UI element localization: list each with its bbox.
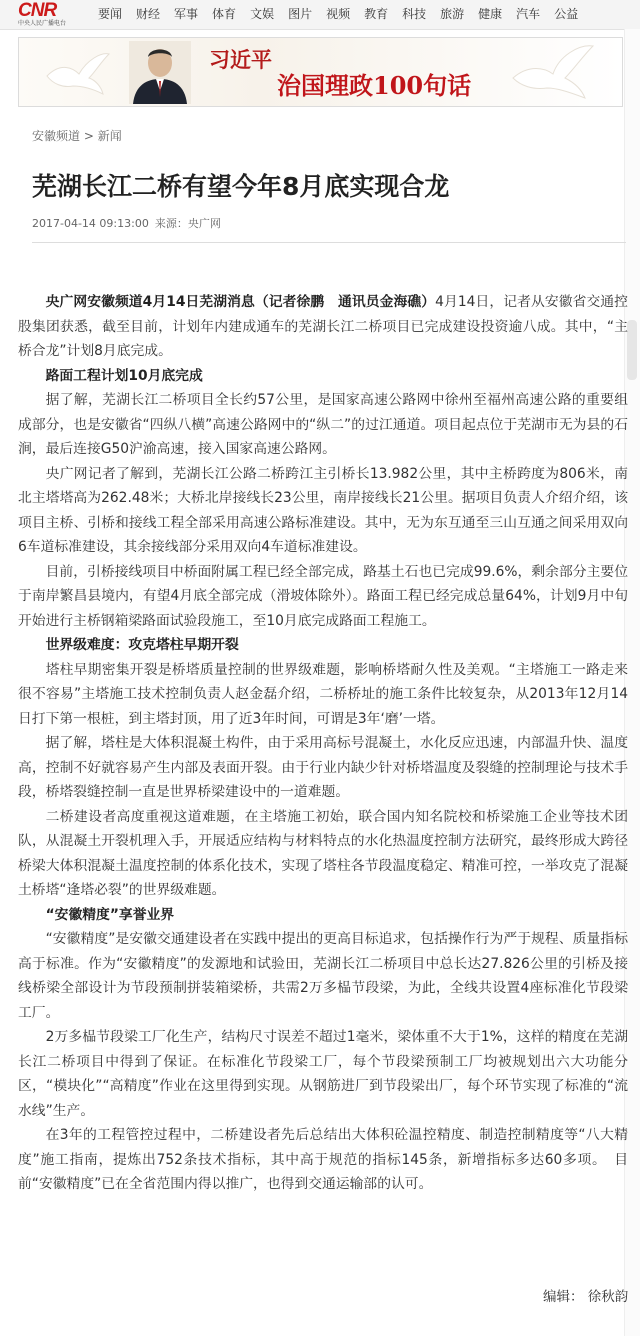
breadcrumb-section[interactable]: 新闻 xyxy=(97,129,122,143)
cnr-logo[interactable] xyxy=(18,2,88,28)
nav-item-education[interactable]: 教育 xyxy=(364,7,389,21)
breadcrumb-channel[interactable]: 安徽频道 xyxy=(32,129,81,143)
nav-item-health[interactable]: 健康 xyxy=(478,7,503,21)
lead-paragraph xyxy=(18,290,628,364)
nav-item-auto[interactable]: 汽车 xyxy=(516,7,541,21)
nav-item-news[interactable]: 要闻 xyxy=(98,7,123,21)
promo-banner[interactable] xyxy=(18,37,623,107)
paragraph: 目前，引桥接线项目中桥面附属工程已经全部完成，路基土石也已完成99.6%，剩余部分主要位于南岸繁昌县境内，有望4月底全部完成（滑坡体除外）。路面工程已经完成总量64%，计划9月中旬开始进行主桥钢箱梁路面试验段施工，至10月底完成路面工程施工。 xyxy=(18,563,628,629)
lead-text: 4月14日，记者从安徽省交通控股集团获悉，截至目前，计划年内建成通车的芜湖长江二桥项目已完成建设投资逾八成。其中，“主桥合龙”计划8月底完成。 xyxy=(18,294,628,359)
nav-item-finance[interactable]: 财经 xyxy=(136,7,161,21)
article-body xyxy=(18,290,628,1197)
logo-mark: CNR xyxy=(18,0,57,21)
lead-dateline: 央广网安徽频道4月14日芜湖消息（记者徐鹏 通讯员金海礁） xyxy=(45,294,436,310)
top-nav-bar xyxy=(0,0,640,30)
nav-item-tech[interactable]: 科技 xyxy=(402,7,427,21)
paragraph: 据了解，芜湖长江二桥项目全长约57公里，是国家高速公路网中徐州至福州高速公路的重要组成部分，也是安徽省“四纵八横”高速公路网中的“纵二”的过江通道。项目起点位于芜湖市无为县的石涧，最后连接G50沪渝高速，接入国家高速公路网。 xyxy=(18,392,628,457)
paragraph: 在3年的工程管控过程中，二桥建设者先后总结出大体积砼温控精度、制造控制精度等“八大精度”施工指南，提炼出752条技术指标，其中高于规范的指标145条，新增指标多达60多项。 目前“安徽精度”已在全省范围内得以推广，也得到交通运输部的认可。 xyxy=(18,1127,628,1192)
nav-item-photos[interactable]: 图片 xyxy=(288,7,313,21)
title-divider xyxy=(32,242,626,243)
publish-datetime: 2017-04-14 09:13:00 xyxy=(32,217,149,230)
paragraph: 2万多榀节段梁工厂化生产，结构尺寸误差不超过1毫米，梁体重不大于1%，这样的精度在芜湖长江二桥项目中得到了保证。在标准化节段梁工厂，每个节段梁预制工厂均被规划出六大功能分区，“模块化”“高精度”作业在这里得到实现。从钢筋进厂到节段梁出厂，每个环节实现了标准的“流水线”生产。 xyxy=(18,1029,628,1119)
banner-name: 习近平 xyxy=(209,48,272,72)
logo-subtext: 中央人民广播电台 xyxy=(18,20,67,27)
editor-credit: 编辑： 徐秋韵 xyxy=(543,1289,629,1305)
banner-slogan: 治国理政100句话 xyxy=(277,71,472,100)
paragraph: “安徽精度”是安徽交通建设者在实践中提出的更高目标追求，包括操作行为严于规程、质量指标高于标准。作为“安徽精度”的发源地和试验田，芜湖长江二桥项目中总长达27.826公里的引桥及接线桥梁全部设计为节段预制拼装箱梁桥，共需2万多榀节段梁，为此，全线共设置4座标准化节段梁工厂。 xyxy=(18,931,628,1021)
paragraph: 塔柱早期密集开裂是桥塔质量控制的世界级难题，影响桥塔耐久性及美观。“主塔施工一路走来很不容易”主塔施工技术控制负责人赵金磊介绍，二桥桥址的施工条件比较复杂，从2013年12月14日打下第一根桩，到主塔封顶，用了近3年时间，可谓是3年‘磨’一塔。 xyxy=(18,661,628,727)
nav-item-travel[interactable]: 旅游 xyxy=(440,7,465,21)
nav-item-entertainment[interactable]: 文娱 xyxy=(250,7,275,21)
article-meta xyxy=(32,215,221,231)
nav-item-military[interactable]: 军事 xyxy=(174,7,199,21)
subheading: “安徽精度”享誉业界 xyxy=(45,906,175,923)
channel-nav xyxy=(98,0,592,29)
nav-item-charity[interactable]: 公益 xyxy=(554,7,579,21)
scrollbar-thumb[interactable] xyxy=(627,320,637,380)
dove-icon xyxy=(507,40,597,102)
subheading: 路面工程计划10月底完成 xyxy=(45,367,203,384)
breadcrumb-separator: > xyxy=(80,129,98,143)
dove-icon xyxy=(43,46,113,98)
article-source: 来源：央广网 xyxy=(154,217,221,230)
article-title: 芜湖长江二桥有望今年8月底实现合龙 xyxy=(32,172,450,201)
paragraph: 据了解，塔柱是大体积混凝土构件，由于采用高标号混凝土，水化反应迅速，内部温升快、温度高，控制不好就容易产生内部及表面开裂。由于行业内缺少针对桥塔温度及裂缝的控制理论与技术手段，桥塔裂缝控制一直是世界桥梁建设中的一道难题。 xyxy=(18,735,628,800)
paragraph: 二桥建设者高度重视这道难题，在主塔施工初始，联合国内知名院校和桥梁施工企业等技术团队，从混凝土开裂机理入手，开展适应结构与材料特点的水化热温度控制方法研究，最终形成大跨径桥梁大体积混凝土温度控制的体系化技术，实现了塔柱各节段温度稳定、精准可控，一举攻克了混凝土桥塔“逢塔必裂”的世界级难题。 xyxy=(18,808,628,898)
paragraph: 央广网记者了解到，芜湖长江公路二桥跨江主引桥长13.982公里，其中主桥跨度为806米，南北主塔塔高为262.48米；大桥北岸接线长23公里，南岸接线长21公里。据项目负责人介绍介绍，该项目主桥、引桥和接线工程全部采用高速公路标准建设。其中，无为东互通至三山互通之间采用双向6车道标准建设，其余接线部分采用双向4车道标准建设。 xyxy=(18,465,628,555)
breadcrumb xyxy=(32,127,122,144)
subheading: 世界级难度：攻克塔柱早期开裂 xyxy=(45,637,239,653)
nav-item-video[interactable]: 视频 xyxy=(326,7,351,21)
portrait-image xyxy=(129,41,191,104)
nav-item-sports[interactable]: 体育 xyxy=(212,7,237,21)
